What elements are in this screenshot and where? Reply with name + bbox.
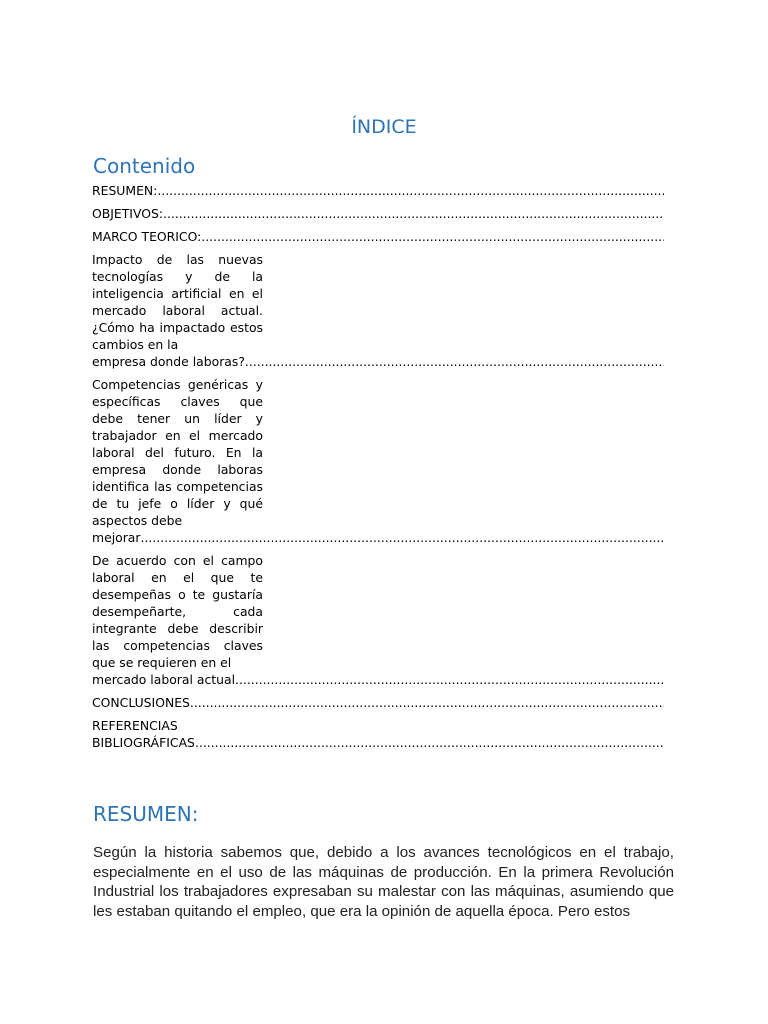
toc-entry-label-end: BIBLIOGRÁFICAS	[92, 735, 195, 750]
toc-leader-dots	[245, 353, 664, 370]
toc-entry-competencias[interactable]	[92, 376, 664, 546]
toc-entry-label: OBJETIVOS:	[92, 206, 164, 221]
toc-entry-resumen[interactable]	[92, 182, 664, 199]
toc-entry-label: Impacto de las nuevas tecnologías y de la inteligencia artificial en el mercado laboral actual. ¿Cómo ha impactado estos cambios en la	[92, 252, 263, 352]
toc-leader-dots	[141, 529, 665, 546]
toc-leader-dots	[201, 228, 664, 245]
toc-entry-label: MARCO TEORICO:	[92, 229, 202, 244]
toc-entry-impacto[interactable]	[92, 251, 664, 370]
toc-entry-label: CONCLUSIONES	[92, 695, 190, 710]
toc-entry-label-end: mercado laboral actual	[92, 672, 236, 687]
toc-entry-conclusiones[interactable]	[92, 694, 664, 711]
table-of-contents	[92, 182, 664, 757]
toc-leader-dots	[235, 671, 664, 688]
toc-entry-de-acuerdo[interactable]	[92, 552, 664, 688]
toc-leader-dots	[163, 205, 664, 222]
toc-leader-dots	[190, 694, 664, 711]
toc-entry-label: RESUMEN:	[92, 183, 158, 198]
toc-entry-label: De acuerdo con el campo laboral en el que te desempeñas o te gustaría desempeñarte, cada integrante debe describir las competencias claves que se requieren en el	[92, 553, 263, 670]
toc-entry-label: REFERENCIAS	[92, 718, 178, 733]
toc-entry-label-end: mejorar	[92, 530, 141, 545]
resumen-body-text: Según la historia sabemos que, debido a los avances tecnológicos en el trabajo, especialmente en el uso de las máquinas de producción. En la primera Revolución Industrial los trabajadores expresaban su malestar con las máquinas, asumiendo que les estaban quitando el empleo, que era la opinión de aquella época. Pero estos	[93, 844, 674, 920]
toc-entry-label: Competencias genéricas y específicas claves que debe tener un líder y trabajador en el mercado laboral del futuro. En la empresa donde laboras identifica las competencias de tu jefe o líder y qué aspectos debe	[92, 377, 263, 528]
toc-entry-label-end: empresa donde laboras?	[92, 354, 245, 369]
toc-entry-objetivos[interactable]	[92, 205, 664, 222]
resumen-heading: RESUMEN:	[93, 802, 199, 826]
indice-title: ÍNDICE	[351, 116, 417, 138]
toc-entry-marco-teorico[interactable]	[92, 228, 664, 245]
toc-leader-dots	[195, 734, 664, 751]
toc-leader-dots	[157, 182, 664, 199]
contenido-heading: Contenido	[93, 154, 196, 178]
toc-entry-referencias[interactable]	[92, 717, 664, 751]
